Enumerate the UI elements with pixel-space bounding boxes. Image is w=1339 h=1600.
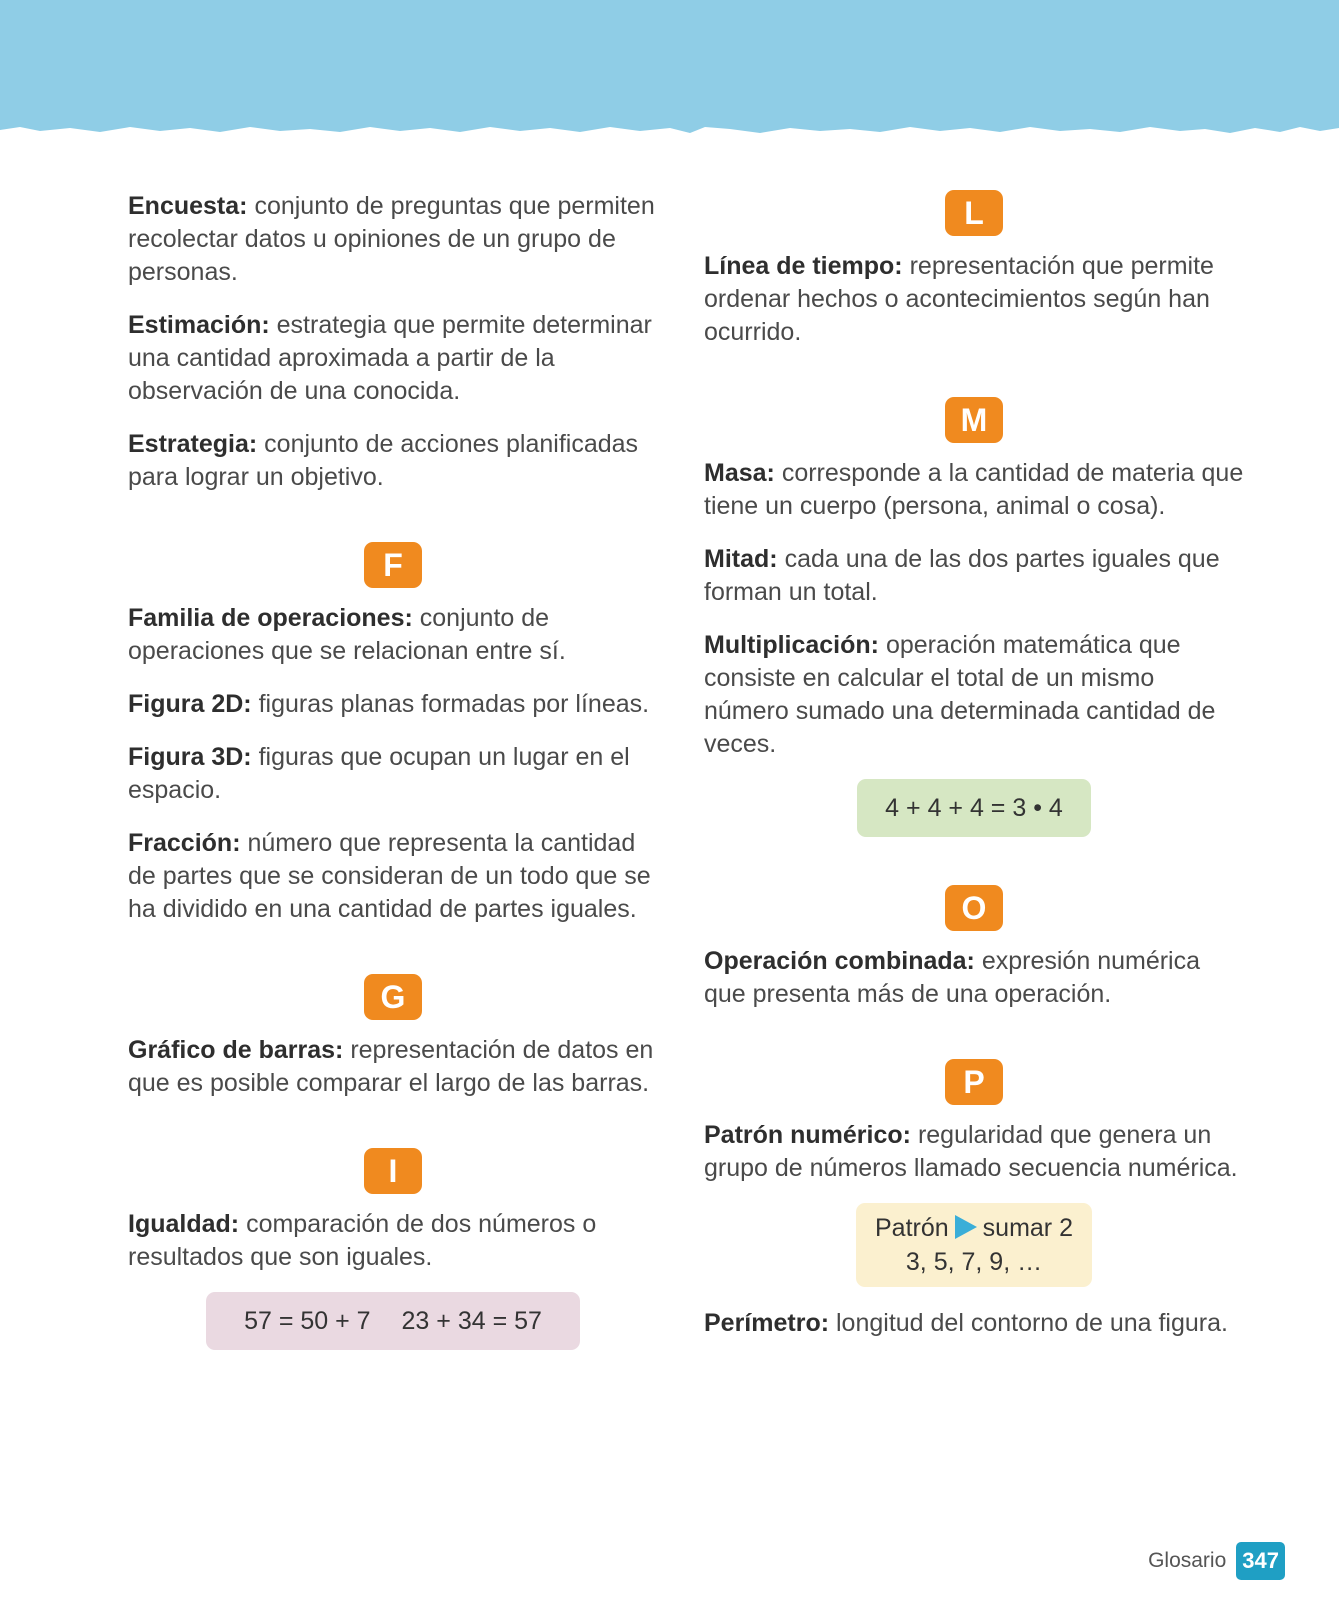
- section-letter-m: M: [945, 397, 1003, 443]
- glossary-entry-masa: [704, 457, 1244, 523]
- section-letter-p: P: [945, 1059, 1003, 1105]
- patron-rule-line: [874, 1211, 1074, 1245]
- definition: expresión numérica que presenta más de una operación.: [704, 947, 1201, 1008]
- equation: 57 = 50 + 7: [244, 1307, 371, 1335]
- glossary-entry-igualdad: [128, 1208, 658, 1274]
- definition: regularidad que genera un grupo de números llamado secuencia numérica.: [704, 1121, 1238, 1182]
- glossary-entry-patron-numerico: [704, 1119, 1244, 1185]
- term: Estimación:: [128, 311, 270, 339]
- igualdad-example-box: [206, 1292, 580, 1350]
- glossary-entry-estimacion: [128, 309, 658, 408]
- term: Perímetro:: [704, 1309, 830, 1337]
- section-letter-o: O: [945, 885, 1003, 931]
- section-letter-i: I: [364, 1148, 422, 1194]
- glossary-entry-grafico: [128, 1034, 658, 1100]
- glossary-entry-linea-de-tiempo: [704, 250, 1244, 349]
- definition: conjunto de preguntas que permiten recolectar datos u opiniones de un grupo de personas.: [128, 192, 655, 286]
- definition: conjunto de acciones planificadas para lograr un objetivo.: [128, 430, 639, 491]
- term: Igualdad:: [128, 1210, 240, 1238]
- definition: estrategia que permite determinar una cantidad aproximada a partir de la observación de una conocida.: [128, 311, 652, 405]
- header-band: [0, 0, 1339, 145]
- glossary-entry-multiplicacion: [704, 629, 1244, 761]
- term: Fracción:: [128, 829, 241, 857]
- definition: operación matemática que consiste en calcular el total de un mismo número sumado una determinada cantidad de veces.: [704, 631, 1216, 758]
- definition: longitud del contorno de una figura.: [836, 1309, 1228, 1337]
- section-letter-g: G: [364, 974, 422, 1020]
- page-number: 347: [1236, 1542, 1285, 1580]
- term: Patrón numérico:: [704, 1121, 911, 1149]
- glossary-entry-familia: [128, 602, 658, 668]
- definition: conjunto de operaciones que se relacionan entre sí.: [128, 604, 566, 665]
- glossary-entry-encuesta: [128, 190, 658, 289]
- definition: corresponde a la cantidad de materia que tiene un cuerpo (persona, animal o cosa).: [704, 459, 1244, 520]
- footer-section-label: Glosario: [1148, 1549, 1227, 1572]
- patron-example-box: [856, 1203, 1092, 1287]
- glossary-entry-fraccion: [128, 827, 658, 926]
- term: Masa:: [704, 459, 775, 487]
- right-column: [704, 190, 1244, 1360]
- glossary-entry-mitad: [704, 543, 1244, 609]
- definition: número que representa la cantidad de partes que se consideran de un todo que se ha dividido en una cantidad de partes iguales.: [128, 829, 651, 923]
- glossary-entry-figura-3d: [128, 741, 658, 807]
- definition: cada una de las dos partes iguales que forman un total.: [704, 545, 1220, 606]
- equation: 23 + 34 = 57: [401, 1307, 542, 1335]
- term: Figura 3D:: [128, 743, 252, 771]
- term: Encuesta:: [128, 192, 248, 220]
- play-arrow-icon: [955, 1215, 977, 1239]
- page-footer: [1148, 1542, 1285, 1580]
- left-column: [128, 190, 658, 1370]
- glossary-entry-estrategia: [128, 428, 658, 494]
- term: Gráfico de barras:: [128, 1036, 344, 1064]
- patron-label: Patrón: [875, 1214, 949, 1242]
- multiplicacion-example-box: 4 + 4 + 4 = 3 • 4: [857, 779, 1091, 837]
- term: Estrategia:: [128, 430, 258, 458]
- term: Línea de tiempo:: [704, 252, 903, 280]
- term: Figura 2D:: [128, 690, 252, 718]
- definition: representación de datos en que es posible comparar el largo de las barras.: [128, 1036, 654, 1097]
- term: Operación combinada:: [704, 947, 975, 975]
- section-letter-l: L: [945, 190, 1003, 236]
- glossary-entry-perimetro: [704, 1307, 1244, 1340]
- patron-sequence: 3, 5, 7, 9, …: [905, 1248, 1043, 1276]
- patron-rule: sumar 2: [982, 1214, 1073, 1242]
- definition: figuras que ocupan un lugar en el espacio.: [128, 743, 630, 804]
- section-letter-f: F: [364, 542, 422, 588]
- definition: comparación de dos números o resultados que son iguales.: [128, 1210, 597, 1271]
- glossary-entry-figura-2d: [128, 688, 658, 721]
- definition: representación que permite ordenar hechos o acontecimientos según han ocurrido.: [704, 252, 1214, 346]
- definition: figuras planas formadas por líneas.: [258, 690, 650, 718]
- term: Mitad:: [704, 545, 778, 573]
- term: Familia de operaciones:: [128, 604, 413, 632]
- term: Multiplicación:: [704, 631, 879, 659]
- glossary-entry-operacion-combinada: [704, 945, 1244, 1011]
